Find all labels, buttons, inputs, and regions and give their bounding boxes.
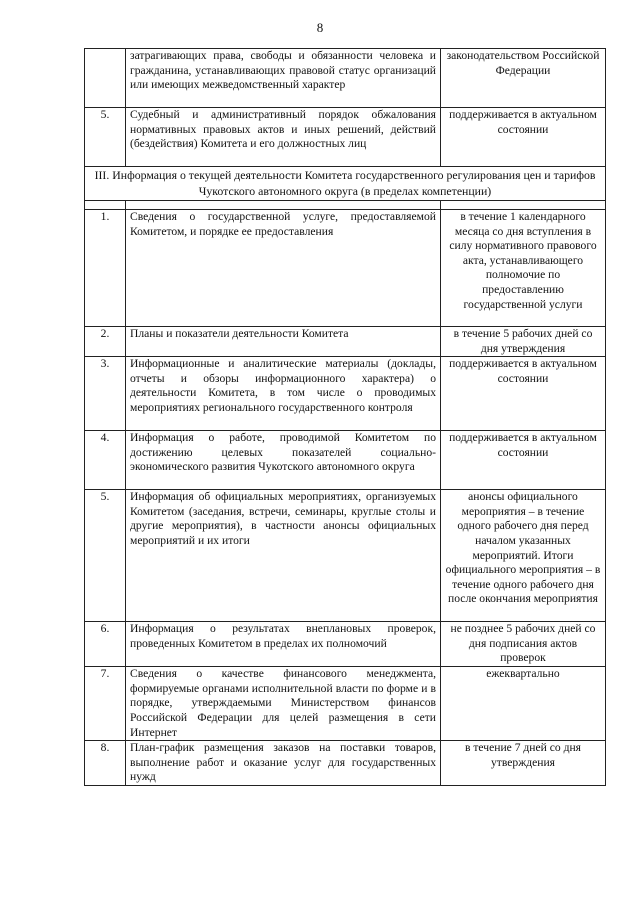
row-term: в течение 1 календарного месяца со дня вступления в силу нормативного правового акта, устанавливающего полномочие по предоставлению государственной услуги [441,210,606,327]
row-term: законодательством Российской Федерации [441,49,606,108]
table-row [85,622,606,667]
spacer-row [85,201,606,210]
table-row [85,108,606,167]
spacer-cell [126,201,441,210]
row-number: 3. [85,357,126,431]
row-term: поддерживается в актуальном состоянии [441,108,606,167]
spacer-cell [441,201,606,210]
row-description: Судебный и административный порядок обжалования нормативных правовых актов и иных решений, действий (бездействия) Комитета и его должностных лиц [126,108,441,167]
table-row [85,490,606,622]
section-header-row [85,167,606,201]
row-term: в течение 5 рабочих дней со дня утверждения [441,327,606,357]
table-row [85,327,606,357]
row-description: Информация о работе, проводимой Комитетом по достижению целевых показателей социально-экономического развития Чукотского автономного округа [126,431,441,490]
row-number [85,49,126,108]
row-description: Информационные и аналитические материалы (доклады, отчеты и обзоры информационного характера) о деятельности Комитета, в том числе о проводимых мероприятиях регионального государственного контроля [126,357,441,431]
table-row [85,49,606,108]
table-row [85,741,606,786]
row-description: Планы и показатели деятельности Комитета [126,327,441,357]
section-title: III. Информация о текущей деятельности Комитета государственного регулирования цен и тарифов Чукотского автономного округа (в пределах компетенции) [85,167,606,201]
row-term: в течение 7 дней со дня утверждения [441,741,606,786]
information-table [84,48,606,786]
row-description: затрагивающих права, свободы и обязанности человека и гражданина, устанавливающих правовой статус организаций или имеющих межведомственный характер [126,49,441,108]
row-term: поддерживается в актуальном состоянии [441,431,606,490]
table-row [85,357,606,431]
row-number: 4. [85,431,126,490]
row-number: 7. [85,667,126,741]
row-description: План-график размещения заказов на поставки товаров, выполнение работ и оказание услуг для государственных нужд [126,741,441,786]
table-row [85,210,606,327]
row-description: Сведения о качестве финансового менеджмента, формируемые органами исполнительной власти по форме и в порядке, утверждаемыми Министерством финансов Российской Федерации для целей размещения в сети Интернет [126,667,441,741]
row-description: Информация об официальных мероприятиях, организуемых Комитетом (заседания, встречи, семинары, круглые столы и другие мероприятия), в частности анонсы официальных мероприятий и их итоги [126,490,441,622]
row-number: 5. [85,490,126,622]
row-number: 6. [85,622,126,667]
row-term: анонсы официального мероприятия – в течение одного рабочего дня перед началом указанных мероприятий. Итоги официального мероприятия – в течение одного рабочего дня после окончания мероприятия [441,490,606,622]
page-number: 8 [316,20,324,35]
table-row [85,431,606,490]
row-number: 1. [85,210,126,327]
spacer-cell [85,201,126,210]
row-description: Информация о результатах внеплановых проверок, проведенных Комитетом в пределах их полномочий [126,622,441,667]
row-number: 5. [85,108,126,167]
table-row [85,667,606,741]
row-number: 2. [85,327,126,357]
row-term: ежеквартально [441,667,606,741]
row-term: поддерживается в актуальном состоянии [441,357,606,431]
row-term: не позднее 5 рабочих дней со дня подписания актов проверок [441,622,606,667]
row-number: 8. [85,741,126,786]
row-description: Сведения о государственной услуге, предоставляемой Комитетом, и порядке ее предоставления [126,210,441,327]
